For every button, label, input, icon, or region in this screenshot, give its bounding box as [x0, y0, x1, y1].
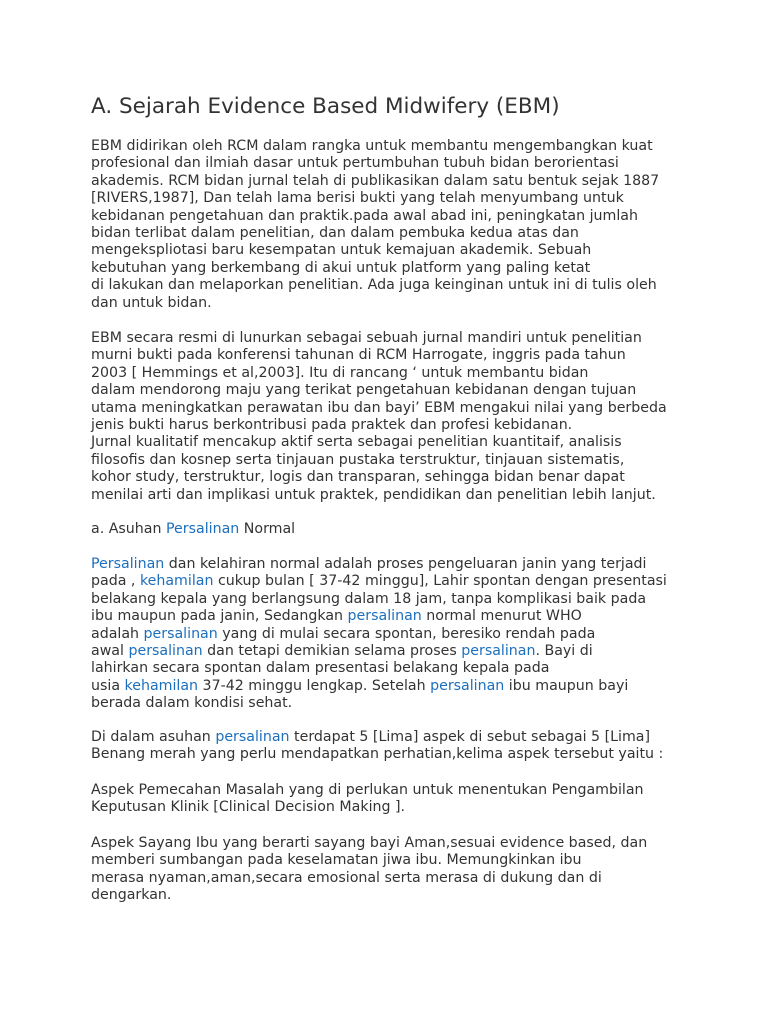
text-segment: . Bayi di [535, 643, 593, 660]
text-line [91, 626, 667, 643]
text-segment: dan untuk bidan. [91, 294, 212, 311]
text-line [91, 591, 667, 608]
text-segment: Normal [239, 521, 296, 537]
text-line [91, 417, 667, 434]
inline-link[interactable]: persalinan [215, 729, 290, 745]
text-line [91, 782, 644, 799]
text-segment: Aspek Sayang Ibu yang berarti sayang bayi Aman,sesuai evidence based, dan [91, 835, 648, 851]
text-segment: a. Asuhan [91, 521, 166, 537]
text-line [91, 225, 659, 242]
text-segment: ibu maupun pada janin, Sedangkan [91, 608, 348, 625]
text-line [91, 573, 667, 590]
text-segment: Aspek Pemecahan Masalah yang di perlukan untuk menentukan Pengambilan [91, 782, 644, 798]
paragraph [91, 138, 659, 312]
text-segment: belakang kepala yang berlangsung dalam 18 jam, tanpa komplikasi baik pada [91, 590, 647, 607]
text-line [91, 365, 667, 382]
text-line [91, 556, 667, 573]
text-segment: kebutuhan yang berkembang di akui untuk platform yang paling ketat [91, 259, 591, 276]
text-segment: akademis. RCM bidan jurnal telah di publikasikan dalam satu bentuk sejak 1887 [91, 172, 660, 189]
paragraph [91, 330, 667, 504]
text-segment: di lakukan dan melaporkan penelitian. Ada juga keinginan untuk ini di tulis oleh [91, 277, 657, 294]
inline-link[interactable]: Persalinan [166, 521, 240, 537]
text-segment: normal menurut WHO [421, 608, 582, 625]
paragraph [91, 835, 647, 905]
text-segment: awal [91, 643, 129, 660]
text-line [91, 852, 647, 869]
text-segment: yang di mulai secara spontan, beresiko rendah pada [217, 625, 596, 642]
text-line [91, 643, 667, 660]
text-segment: Di dalam asuhan [91, 729, 216, 745]
text-segment: filosofis dan kosnep serta tinjauan pustaka terstruktur, tinjauan sistematis, [91, 451, 625, 468]
text-segment: Keputusan Klinik [Clinical Decision Making ]. [91, 799, 406, 816]
text-segment: Jurnal kualitatif mencakup aktif serta sebagai penelitian kuantitaif, analisis [91, 434, 622, 451]
text-segment: jenis bukti harus berkontribusi pada praktek dan profesi kebidanan. [91, 417, 573, 434]
text-segment: [RIVERS,1987], Dan telah lama berisi bukti yang telah menyumbang untuk [91, 190, 624, 207]
inline-link[interactable]: persalinan [430, 677, 505, 694]
paragraph [91, 521, 295, 538]
text-line [91, 190, 659, 207]
paragraph [91, 729, 663, 764]
text-segment: memberi sumbangan pada keselamatan jiwa ibu. Memungkinkan ibu [91, 852, 582, 869]
text-line [91, 487, 667, 504]
text-segment: 37-42 minggu lengkap. Setelah [198, 677, 431, 694]
text-segment: merasa nyaman,aman,secara emosional serta merasa di dukung dan di [91, 869, 602, 886]
text-segment: cukup bulan [ 37-42 minggu], Lahir spontan dengan presentasi [213, 573, 667, 590]
text-line [91, 242, 659, 259]
text-line [91, 746, 663, 763]
text-segment: bidan terlibat dalam penelitian, dan dalam pembuka kedua atas dan [91, 225, 579, 242]
text-line [91, 260, 659, 277]
text-line [91, 469, 667, 486]
text-segment: adalah [91, 625, 144, 642]
text-line [91, 330, 667, 347]
inline-link[interactable]: persalinan [347, 608, 422, 625]
inline-link[interactable]: kehamilan [124, 677, 199, 694]
text-segment: menilai arti dan implikasi untuk praktek, pendidikan dan penelitian lebih lanjut. [91, 486, 656, 503]
text-line [91, 521, 295, 538]
text-line [91, 382, 667, 399]
text-line [91, 138, 659, 155]
text-segment: dalam mendorong maju yang terikat pengetahuan kebidanan dengan tujuan [91, 382, 637, 399]
text-segment: berada dalam kondisi sehat. [91, 695, 293, 712]
inline-link[interactable]: persalinan [128, 643, 203, 660]
text-line [91, 695, 667, 712]
text-segment: profesional dan ilmiah dasar untuk pertumbuhan tubuh bidan berorientasi [91, 155, 619, 172]
text-line [91, 870, 647, 887]
text-segment: ibu maupun bayi [504, 677, 629, 694]
inline-link[interactable]: kehamilan [139, 573, 214, 590]
text-line [91, 277, 659, 294]
text-segment: Benang merah yang perlu mendapatkan perhatian,kelima aspek tersebut yaitu : [91, 746, 664, 763]
text-segment: usia [91, 677, 125, 694]
paragraph [91, 556, 667, 713]
text-line [91, 729, 663, 746]
paragraph [91, 782, 644, 817]
text-line [91, 173, 659, 190]
text-segment: kebidanan pengetahuan dan praktik.pada awal abad ini, peningkatan jumlah [91, 207, 638, 224]
text-line [91, 155, 659, 172]
text-segment: murni bukti pada konferensi tahunan di RCM Harrogate, inggris pada tahun [91, 347, 626, 364]
text-line [91, 678, 667, 695]
text-line [91, 434, 667, 451]
text-line [91, 835, 647, 852]
text-segment: utama meningkatkan perawatan ibu dan bayi’ EBM mengakui nilai yang berbeda [91, 399, 667, 416]
text-segment: EBM didirikan oleh RCM dalam rangka untuk membantu mengembangkan kuat [91, 138, 653, 154]
text-segment: mengekspliotasi baru kesempatan untuk kemajuan akademik. Sebuah [91, 242, 592, 259]
inline-link[interactable]: persalinan [461, 643, 536, 660]
text-segment: kohor study, terstruktur, logis dan transparan, sehingga bidan benar dapat [91, 469, 625, 486]
text-segment: EBM secara resmi di lunurkan sebagai sebuah jurnal mandiri untuk penelitian [91, 330, 642, 346]
text-line [91, 452, 667, 469]
page-title: A. Sejarah Evidence Based Midwifery (EBM) [91, 94, 560, 119]
text-line [91, 887, 647, 904]
text-segment: lahirkan secara spontan dalam presentasi belakang kepala pada [91, 660, 550, 677]
text-segment: 2003 [ Hemmings et al,2003]. Itu di rancang ‘ untuk membantu bidan [91, 364, 589, 381]
text-line [91, 295, 659, 312]
text-segment: terdapat 5 [Lima] aspek di sebut sebagai 5 [Lima] [289, 729, 650, 745]
text-segment: pada , [91, 573, 140, 590]
inline-link[interactable]: Persalinan [91, 556, 165, 572]
inline-link[interactable]: persalinan [143, 625, 218, 642]
text-line [91, 208, 659, 225]
text-segment: dan tetapi demikian selama proses [202, 643, 462, 660]
text-segment: dan kelahiran normal adalah proses pengeluaran janin yang terjadi [164, 556, 647, 572]
text-line [91, 608, 667, 625]
text-line [91, 347, 667, 364]
text-line [91, 660, 667, 677]
text-segment: dengarkan. [91, 887, 172, 904]
text-line [91, 400, 667, 417]
text-line [91, 799, 644, 816]
